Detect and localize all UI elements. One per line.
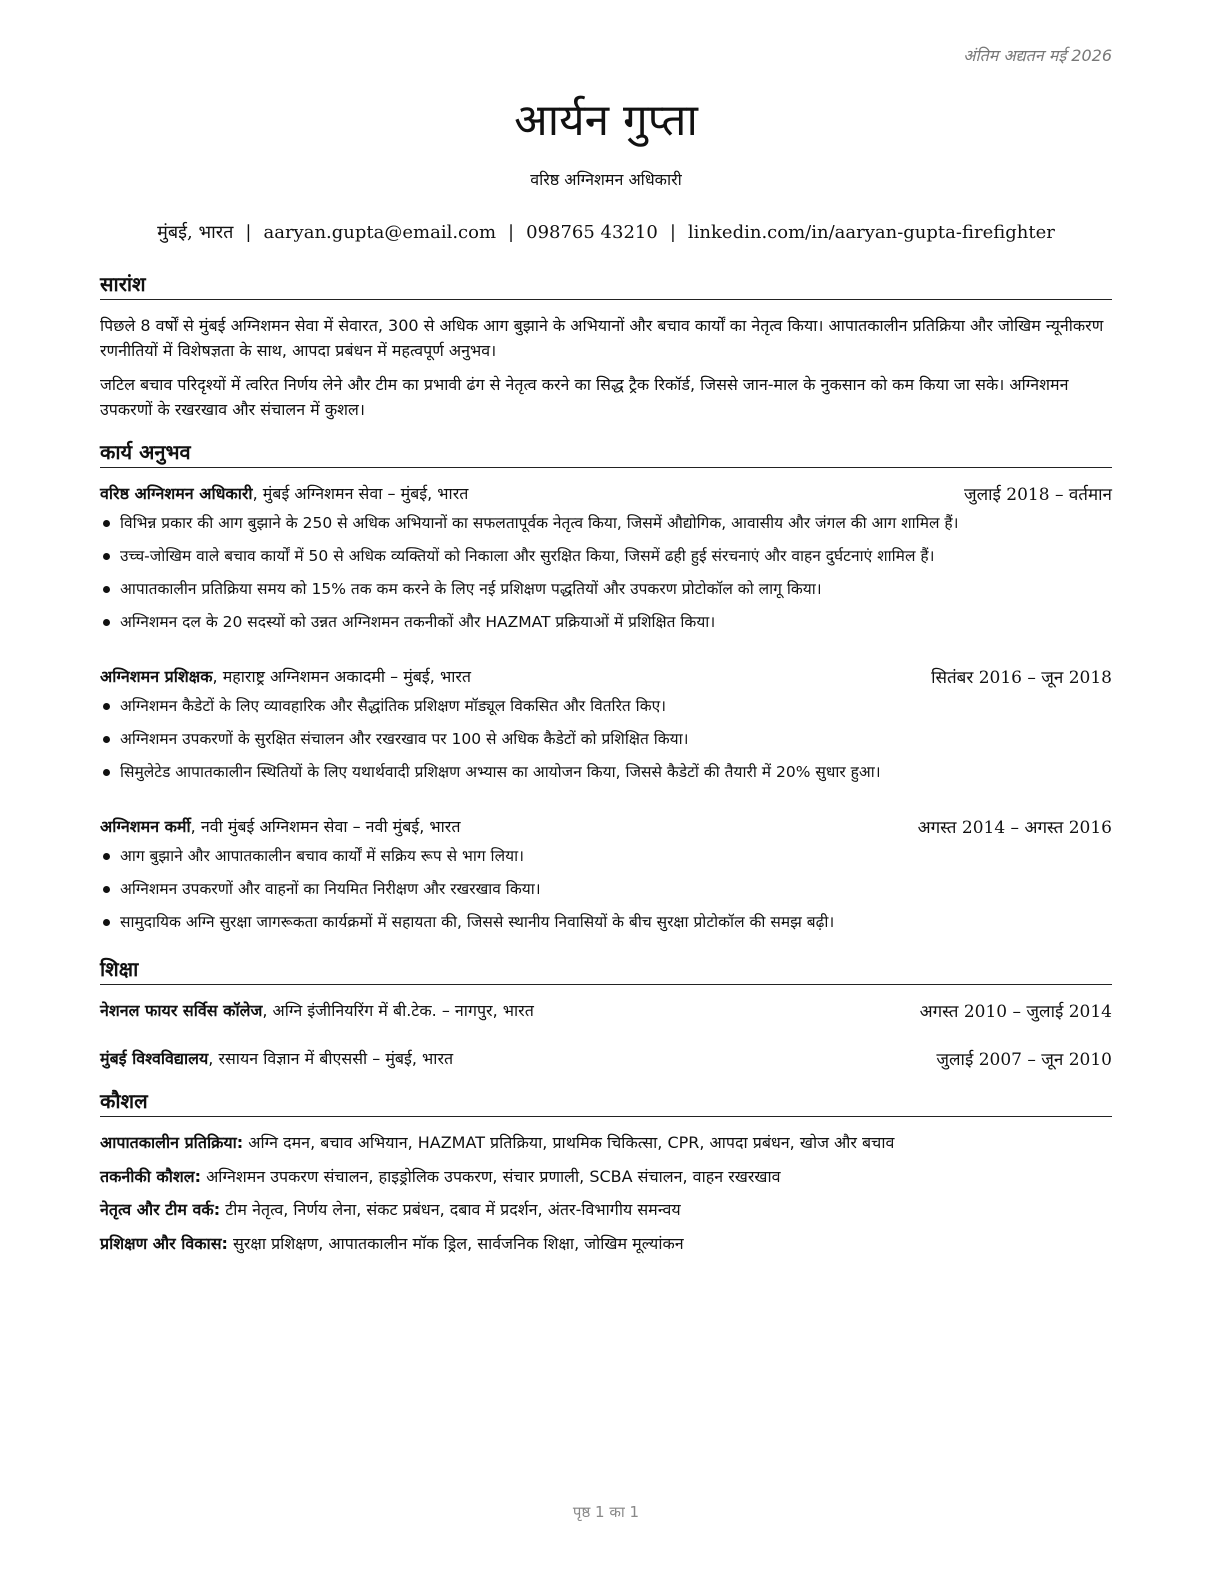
education-school-detail [100, 1047, 453, 1070]
job-header [100, 482, 1112, 505]
skills-line [100, 1198, 1112, 1220]
job-org: , मुंबई अग्निशमन सेवा – मुंबई, भारत [252, 484, 469, 503]
education-detail: , अग्नि इंजीनियरिंग में बी.टेक. – नागपुर, भारत [262, 1001, 534, 1020]
summary-paragraph: पिछले 8 वर्षों से मुंबई अग्निशमन सेवा में सेवारत, 300 से अधिक आग बुझाने के अभियानों और बचाव कार्यों का नेतृत्व किया। आपातकालीन प्रतिक्रिया और जोखिम न्यूनीकरण रणनीतियों में विशेषज्ञता के साथ, आपदा प्रबंधन में महत्वपूर्ण अनुभव। [100, 316, 1104, 360]
job-header [100, 665, 1112, 688]
job-bullets [100, 845, 1112, 944]
contact-phone: 098765 43210 [526, 222, 658, 243]
job-bullet: विभिन्न प्रकार की आग बुझाने के 250 से अधिक अभियानों का सफलतापूर्वक नेतृत्व किया, जिसमें औद्योगिक, आवासीय और जंगल की आग शामिल हैं। [100, 512, 1112, 545]
job-bullet: अग्निशमन कैडेटों के लिए व्यावहारिक और सैद्धांतिक प्रशिक्षण मॉड्यूल विकसित और वितरित किए। [100, 695, 1112, 728]
job-dates: सितंबर 2016 – जून 2018 [931, 668, 1112, 688]
education-school: मुंबई विश्वविद्यालय [100, 1049, 209, 1068]
job-title-org [100, 815, 460, 838]
job-title-org [100, 665, 471, 688]
education-detail: , रसायन विज्ञान में बीएससी – मुंबई, भारत [208, 1049, 454, 1068]
job-bullet: आग बुझाने और आपातकालीन बचाव कार्यों में सक्रिय रूप से भाग लिया। [100, 845, 1112, 878]
skills-heading: कौशल [100, 1087, 1112, 1117]
education-school: नेशनल फायर सर्विस कॉलेज [100, 1001, 263, 1020]
education-entry [100, 999, 1112, 1022]
job-bullet: सामुदायिक अग्नि सुरक्षा जागरूकता कार्यक्रमों में सहायता की, जिससे स्थानीय निवासियों के बीच सुरक्षा प्रोटोकॉल की समझ बढ़ी। [100, 911, 1112, 944]
skills-line [100, 1131, 1112, 1153]
job-dates: अगस्त 2014 – अगस्त 2016 [917, 818, 1112, 838]
candidate-name: आर्यन गुप्ता [514, 95, 698, 146]
job-role: वरिष्ठ अग्निशमन अधिकारी [100, 484, 253, 503]
contact-email[interactable]: aaryan.gupta@email.com [263, 222, 497, 243]
job-title-org [100, 482, 468, 505]
contact-location: मुंबई, भारत [157, 222, 234, 243]
job-bullet: अग्निशमन उपकरणों और वाहनों का नियमित निरीक्षण और रखरखाव किया। [100, 878, 1112, 911]
skills-label: नेतृत्व और टीम वर्क: [100, 1200, 221, 1219]
job-bullet: उच्च-जोखिम वाले बचाव कार्यों में 50 से अधिक व्यक्तियों को निकाला और सुरक्षित किया, जिसमें ढही हुई संरचनाएं और वाहन दुर्घटनाएं शामिल हैं। [100, 545, 1112, 578]
education-dates: जुलाई 2007 – जून 2010 [936, 1050, 1112, 1070]
page-number: पृष्ठ 1 का 1 [572, 1503, 640, 1521]
job-bullet: अग्निशमन दल के 20 सदस्यों को उन्नत अग्निशमन तकनीकों और HAZMAT प्रक्रियाओं में प्रशिक्षित किया। [100, 611, 1112, 644]
candidate-title: वरिष्ठ अग्निशमन अधिकारी [530, 170, 682, 189]
last-updated: अंतिम अद्यतन मई 2026 [963, 46, 1112, 65]
skills-value: सुरक्षा प्रशिक्षण, आपातकालीन मॉक ड्रिल, सार्वजनिक शिक्षा, जोखिम मूल्यांकन [227, 1234, 684, 1253]
skills-label: प्रशिक्षण और विकास: [100, 1234, 228, 1253]
job-bullets [100, 512, 1112, 644]
education-school-detail [100, 999, 534, 1022]
contact-line [100, 220, 1112, 244]
job-org: , महाराष्ट्र अग्निशमन अकादमी – मुंबई, भारत [212, 667, 472, 686]
skills-line [100, 1232, 1112, 1254]
summary-heading: सारांश [100, 270, 1112, 300]
contact-separator: | [245, 222, 252, 243]
job-header [100, 815, 1112, 838]
education-dates: अगस्त 2010 – जुलाई 2014 [919, 1002, 1112, 1022]
skills-value: टीम नेतृत्व, निर्णय लेना, संकट प्रबंधन, दबाव में प्रदर्शन, अंतर-विभागीय समन्वय [220, 1200, 681, 1219]
contact-linkedin[interactable]: linkedin.com/in/aaryan-gupta-firefighter [687, 222, 1055, 243]
skills-value: अग्नि दमन, बचाव अभियान, HAZMAT प्रतिक्रिया, प्राथमिक चिकित्सा, CPR, आपदा प्रबंधन, खोज और बचाव [243, 1133, 895, 1152]
job-dates: जुलाई 2018 – वर्तमान [963, 485, 1112, 505]
job-bullet: आपातकालीन प्रतिक्रिया समय को 15% तक कम करने के लिए नई प्रशिक्षण पद्धतियों और उपकरण प्रोटोकॉल को लागू किया। [100, 578, 1112, 611]
summary-paragraph: जटिल बचाव परिदृश्यों में त्वरित निर्णय लेने और टीम का प्रभावी ढंग से नेतृत्व करने का सिद्ध ट्रैक रिकॉर्ड, जिससे जान-माल के नुकसान को कम किया जा सके। अग्निशमन उपकरणों के रखरखाव और संचालन में कुशल। [100, 375, 1069, 419]
job-bullet: अग्निशमन उपकरणों के सुरक्षित संचालन और रखरखाव पर 100 से अधिक कैडेटों को प्रशिक्षित किया। [100, 728, 1112, 761]
job-bullets [100, 695, 1112, 794]
contact-separator: | [508, 222, 515, 243]
skills-label: आपातकालीन प्रतिक्रिया: [100, 1133, 244, 1152]
education-entry [100, 1047, 1112, 1070]
skills-value: अग्निशमन उपकरण संचालन, हाइड्रोलिक उपकरण, संचार प्रणाली, SCBA संचालन, वाहन रखरखाव [201, 1167, 781, 1186]
job-org: , नवी मुंबई अग्निशमन सेवा – नवी मुंबई, भारत [190, 817, 461, 836]
job-bullet: सिमुलेटेड आपातकालीन स्थितियों के लिए यथार्थवादी प्रशिक्षण अभ्यास का आयोजन किया, जिससे कैडेटों की तैयारी में 20% सुधार हुआ। [100, 761, 1112, 794]
experience-heading: कार्य अनुभव [100, 438, 1112, 468]
skills-label: तकनीकी कौशल: [100, 1167, 201, 1186]
job-role: अग्निशमन कर्मी [100, 817, 191, 836]
education-heading: शिक्षा [100, 955, 1112, 985]
job-role: अग्निशमन प्रशिक्षक [100, 667, 213, 686]
skills-line [100, 1165, 1112, 1187]
contact-separator: | [669, 222, 676, 243]
